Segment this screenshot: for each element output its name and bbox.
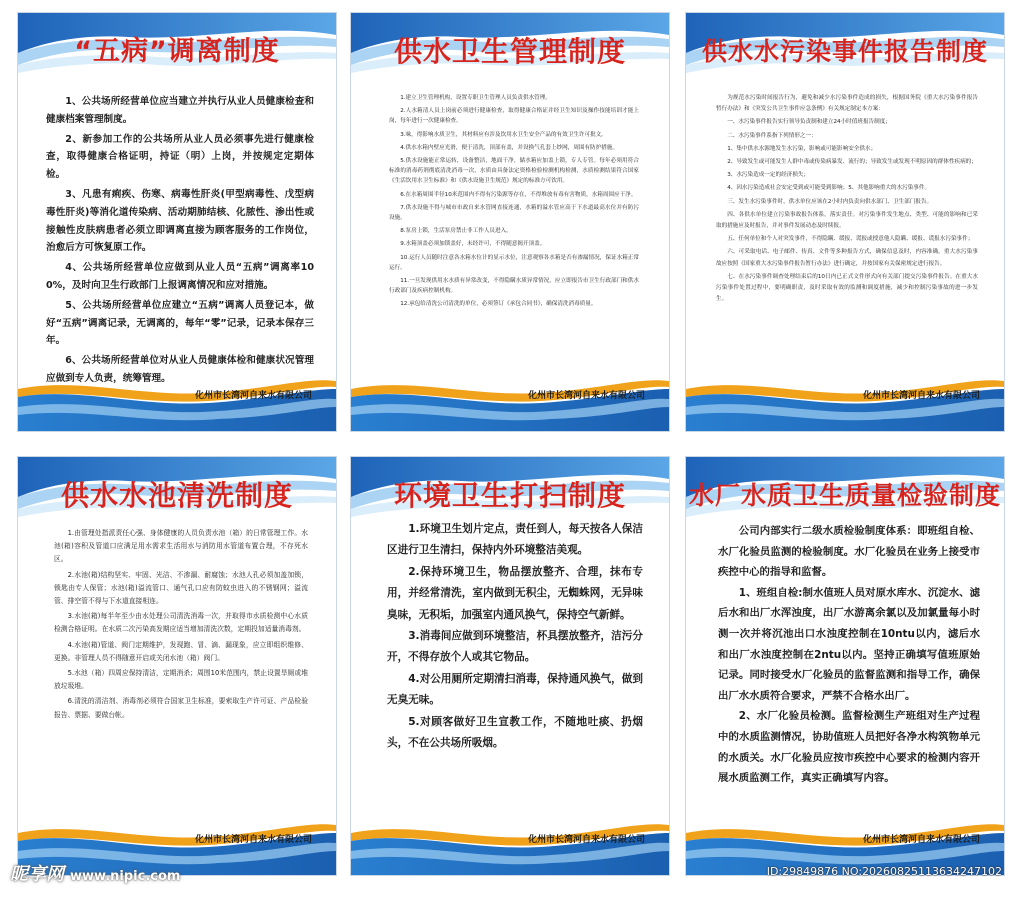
paragraph: 3、水污染造成一定的经济损失； bbox=[727, 172, 810, 179]
paragraph: 9.水箱顶盖必须加锁盖好，未经许可，不得随意揭开顶盖。 bbox=[400, 241, 546, 248]
paragraph: 5.对顾客做好卫生宣教工作，不随地吐痰、扔烟头，不在公共场所吸烟。 bbox=[387, 715, 643, 750]
panel-environment-cleaning bbox=[351, 457, 669, 875]
paragraph: 6.在水箱周围半径10米范围内不得有污染源等存在，不得堆放有毒有害物质，水箱周围应干净。 bbox=[400, 191, 637, 198]
company-name: 化州市长湾河自来水有限公司 bbox=[862, 391, 980, 401]
panel-title: 供水水污染事件报告制度 bbox=[701, 37, 988, 66]
panel-body bbox=[389, 93, 639, 313]
paragraph: 8.泵房上锁，生活泵房禁止非工作人员进入。 bbox=[400, 228, 512, 235]
paragraph: 3.水池(箱)每半年至少由水处理公司清洗消毒一次，并取得市水质检测中心水质检测合格证明。在水质二次污染高发期应适当增加清洗次数，定期投加适量消毒剂。 bbox=[54, 612, 308, 634]
panel-water-hygiene-management bbox=[351, 13, 669, 431]
paragraph: 二、水污染事件系指下列情形之一： bbox=[727, 132, 817, 139]
company-name: 化州市长湾河自来水有限公司 bbox=[862, 835, 980, 845]
paragraph: 4.对公用厕所定期清扫消毒，保持通风换气，做到无臭无味。 bbox=[387, 672, 643, 707]
paragraph: 4、公共场所经营单位应做到从业人员“五病”调离率100%，及时向卫生行政部门上报调离情况和应对措施。 bbox=[46, 262, 314, 291]
paragraph: 1、公共场所经营单位应当建立并执行从业人员健康检查和健康档案管理制度。 bbox=[46, 96, 314, 125]
paragraph: 7.供水设施不得与城市市政自来水管网直接连通，水箱的溢水管应高于下水道最高水位并有防污设施。 bbox=[389, 204, 639, 222]
company-name: 化州市长湾河自来水有限公司 bbox=[527, 391, 645, 401]
panel-water-pollution-report bbox=[686, 13, 1004, 431]
panel-title: 水厂水质卫生质量检验制度 bbox=[688, 481, 1001, 510]
paragraph: 1.建立卫生管理机构，设置专职卫生管理人员负责供水管理。 bbox=[400, 95, 551, 101]
panel-title: “五病”调离制度 bbox=[74, 36, 280, 67]
panel-title: 供水卫生管理制度 bbox=[393, 35, 626, 68]
nipic-watermark bbox=[10, 860, 180, 886]
paragraph: 2、导致发生或可能发生人群中毒或传染病暴发、流行的；导致发生或发现不明原因的群体性疾病的； bbox=[727, 159, 977, 166]
paragraph: 4.水池(箱)管道、阀门定期维护，发现跑、冒、滴、漏现象，应立即组织维修、更换。非管理人员不得随意开启或关闭水池（箱）阀门。 bbox=[54, 640, 308, 662]
paragraph: 3.消毒间应做到环境整洁，杯具摆放整齐，洁污分开，不得存放个人或其它物品。 bbox=[387, 630, 643, 664]
paragraph: 2.水池(箱)结构坚实、牢固、光洁、不渗漏、耐腐蚀；水池人孔必须加盖加锁，锁匙由专人保管；水池(箱)溢流管口、通气孔口应有防蚊虫进入的不锈钢网；溢流管、排空管不得与下水道直接相连。 bbox=[54, 570, 308, 606]
paragraph: 4.供水水箱内壁应光滑，便于清洗，顶部有盖，并设换气孔套上纱网，周围有防护措施。 bbox=[400, 144, 619, 151]
paragraph: 12.承包给清洗公司清洗的单位，必须签订《承包合同书》，确保清洗消毒质量。 bbox=[400, 301, 597, 308]
paragraph: 11.一旦发现供用水水质有异常改变，不得隐瞒水质异常情况，应立即报告市卫生行政部门和供水行政部门及疾病控制机构。 bbox=[389, 278, 639, 295]
paragraph: 公司内部实行二级水质检验制度体系：即班组自检、水厂化验员监测的检验制度。水厂化验员在业务上接受市疾控中心的指导和监督。 bbox=[718, 525, 980, 579]
paragraph: 5.水池（箱）四周应保持清洁，定期消杀；周围10米范围内，禁止设置旱厕或堆放垃圾堆。 bbox=[54, 669, 308, 691]
paragraph: 1、班组自检:制水值班人员对原水库水、沉淀水、滤后水和出厂水浑浊度，出厂水游离余氯以及加氯量每小时测一次并将沉池出口水浊度控制在10ntu以内，滤后水和出厂水浊度控制在2ntu以内。坚持正确填写值班原始记录。同时接受水厂化验员的监督监测和指导工作，确保出厂水水质符合要求，严禁不合格水出厂。 bbox=[718, 586, 980, 702]
company-name: 化州市长湾河自来水有限公司 bbox=[527, 835, 645, 845]
paragraph: 2.人水箱清人员上岗前必须进行健康检查，取得健康合格证并经卫生知识及操作技能培训才能上岗，每年进行一次健康检查。 bbox=[389, 108, 639, 125]
paragraph: 五、任何单位和个人对突发事件，不得隐瞒、缓报、谎报或授意他人隐瞒、缓报、谎报水污染事件； bbox=[727, 236, 974, 243]
watermark-brand: 昵享网 bbox=[10, 864, 64, 885]
watermark-url: www.nipic.com bbox=[70, 869, 181, 884]
paragraph: 6、公共场所经营单位对从业人员健康体检和健康状况管理应做到专人负责，统筹管理。 bbox=[46, 355, 314, 384]
paragraph: 2、新参加工作的公共场所从业人员必须事先进行健康检查，取得健康合格证明，持证（明）上岗，并按规定定期体检。 bbox=[46, 133, 314, 181]
panel-body bbox=[716, 93, 978, 307]
company-name: 化州市长湾河自来水有限公司 bbox=[194, 391, 312, 401]
paragraph: 三、发生水污染事件时，供水单位应该在2小时内负责向供水部门、卫生部门报告。 bbox=[727, 198, 933, 205]
panel-title: 环境卫生打扫制度 bbox=[393, 479, 626, 512]
panel-water-quality-inspection bbox=[686, 457, 1004, 875]
image-id-watermark: ID:29849876 NO:20260825113634247102 bbox=[766, 865, 1002, 878]
paragraph: 1.环境卫生划片定点，责任到人，每天按各人保洁区进行卫生清扫，保持内外环境整洁美观。 bbox=[387, 523, 643, 557]
panel-reservoir-cleaning bbox=[18, 457, 336, 875]
paragraph: 6.清洗的清洁剂、消毒剂必须符合国家卫生标准，要索取生产许可证、产品检验报告、票据、要做台帐。 bbox=[54, 697, 308, 719]
panel-body bbox=[54, 527, 308, 724]
paragraph: 3.味，得影响水质卫生，其材料应有涉及饮用水卫生安全产品的有效卫生许可批文。 bbox=[400, 131, 607, 138]
panel-body bbox=[387, 519, 643, 754]
panel-five-diseases bbox=[18, 13, 336, 431]
paragraph: 2、水厂化验员检测。监督检测生产班组对生产过程中的水质监测情况，协助值班人员把好各净水构筑物单元的水质关。水厂化验员应按市疾控中心要求的检测内容开展水质监测工作，真实正确填写内容。 bbox=[718, 710, 980, 785]
paragraph: 一、水污染事件报告实行领导负责制和建立24小时值班报告制度； bbox=[727, 119, 891, 126]
panel-body bbox=[718, 521, 980, 789]
paragraph: 六、可采取电话、电子邮件、传真、文件等多种报告方式，确保信息及时，内容准确。重大水污染事故应按照《国家重大水污染事件报告暂行办法》进行确定，并按国家有关保密规定进行报告。 bbox=[716, 249, 978, 267]
paragraph: 1、集中供水水源地发生水污染，影响或可能影响安全供水； bbox=[727, 145, 877, 152]
paragraph: 为规范水污染时间报告行为，避免和减少水污染事件造成的损失，根据国务院《重大水污染事件报告暂行办法》和《突发公共卫生事件应急条例》有关规定制定本方案： bbox=[716, 95, 978, 113]
paragraph: 5.供水设施能正常运转，设备整洁，地面干净，储水箱应加盖上锁，专人专管。每年必须用符合标准的消毒药剂彻底清洗消毒一次，水质由具备法定资格检验检测机构检测，水质检测结果符合国家《生活饮用水卫生标准》和《供水设施卫生规范》规定的标准方可饮用。 bbox=[389, 158, 639, 185]
paragraph: 3、凡患有痢疾、伤寒、病毒性肝炎(甲型病毒性、戊型病毒性肝炎)等消化道传染病、活动期肺结核、化脓性、渗出性或接触性皮肤病患者必须立即调离直接为顾客服务的工作岗位，治愈后方可恢复原工作。 bbox=[46, 188, 314, 254]
paragraph: 七、在水污染事件调查处理结束后的10日内已正式文件形式向有关部门提交污染事件报告。在重大水污染事件处置过程中，要明确职责，及时采取有效的监测和调度措施，减少和控制污染事故的进一步发生。 bbox=[716, 273, 978, 303]
paragraph: 4、因水污染造成社会安定受到或可能受到影响；5、其他影响重大的水污染事件。 bbox=[727, 185, 931, 192]
paragraph: 2.保持环境卫生，物品摆放整齐、合理，抹布专用，并经常清洗，室内做到无积尘，无蜘蛛网，无异味臭味，无积垢，加强室内通风换气，保持空气新鲜。 bbox=[387, 565, 643, 621]
paragraph: 四、各供水单位建立污染事故报告体系，落实责任。对污染事件发生地点、类型、可能的影响和已采取的措施应及时报告，并对事件发展动态及时续报。 bbox=[716, 211, 978, 230]
paragraph: 10.运行人员随时注意各水箱水位计的显示水位，注意观察各水箱是否有渗漏情况，保证水箱正常运行。 bbox=[389, 254, 639, 271]
panel-body bbox=[46, 93, 314, 390]
paragraph: 1.由管理处指派责任心强、身体健康的人员负责水池（箱）的日常管理工作。水池(箱)容积及管道口应满足用水需求生活用水与消防用水管道布置合理，不存死水区。 bbox=[54, 529, 308, 564]
company-name: 化州市长湾河自来水有限公司 bbox=[194, 835, 312, 845]
panel-title: 供水水池清洗制度 bbox=[60, 479, 293, 512]
paragraph: 5、公共场所经营单位应建立“五病”调离人员登记本，做好“五病”调离记录，无调离的，每年“零”记录，记录本保存三年。 bbox=[46, 299, 314, 347]
